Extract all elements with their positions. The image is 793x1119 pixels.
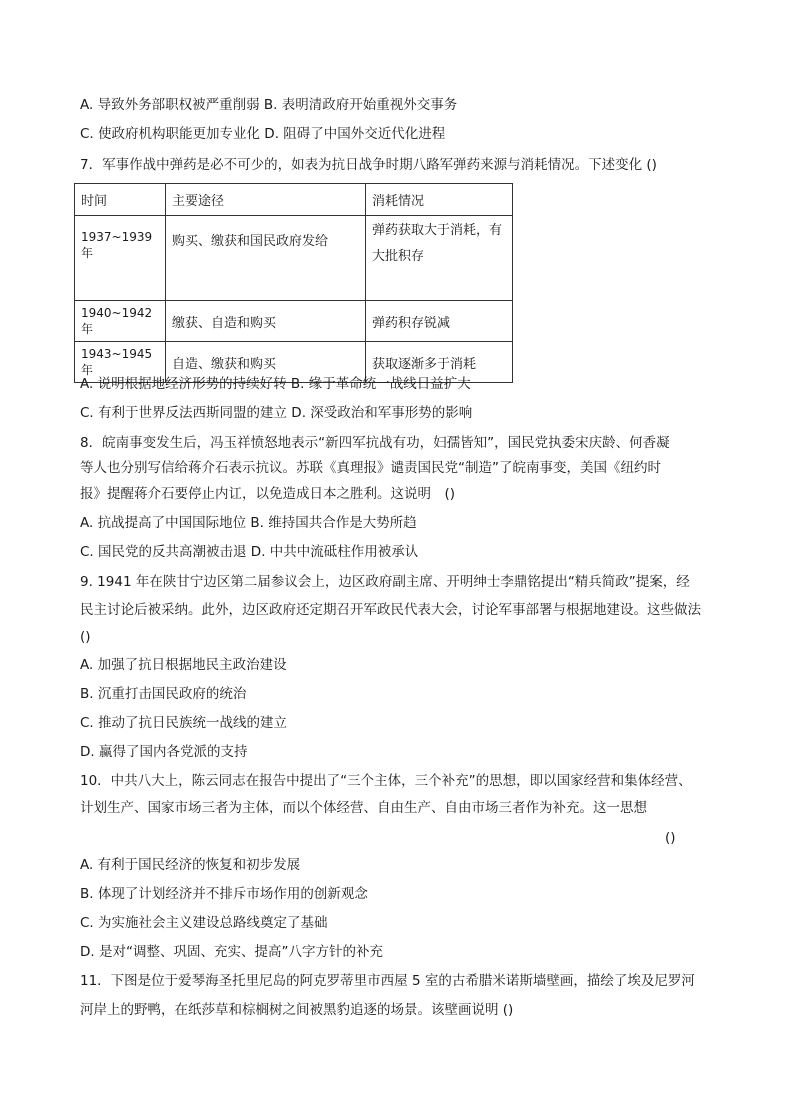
q10-option-c: C. 为实施社会主义建设总路线奠定了基础 (80, 915, 328, 931)
q7-options-ab: A. 说明根据地经济形势的持续好转 B. 缘于革命统一战线日益扩大 (80, 376, 471, 392)
table-cell: 1940~1942 年 (75, 301, 166, 342)
q10-stem-line1: 10．中共八大上，陈云同志在报告中提出了“三个主体，三个补充”的思想，即以国家经营和集体经营、 (80, 773, 692, 789)
table-cell: 弹药获取大于消耗，有大批积存 (366, 216, 513, 301)
q9-option-d: D. 赢得了国内各党派的支持 (80, 744, 248, 760)
q10-option-d: D. 是对“调整、巩固、充实、提高”八字方针的补充 (80, 944, 383, 960)
q9-stem-line1: 9. 1941 年在陕甘宁边区第二届参议会上，边区政府副主席、开明绅士李鼎铭提出“精兵简政”提案，经 (80, 574, 690, 590)
q6-options-cd: C. 使政府机构职能更加专业化 D. 阻碍了中国外交近代化进程 (80, 126, 446, 142)
q7-table (74, 183, 513, 383)
q8-options-cd: C. 国民党的反共高潮被击退 D. 中共中流砥柱作用被承认 (80, 544, 419, 560)
q10-stem-line2: 计划生产、国家市场三者为主体，而以个体经营、自由生产、自由市场三者作为补充。这一思想 (80, 800, 647, 816)
table-cell: 获取逐渐多于消耗 (366, 342, 513, 383)
q11-stem-line1: 11．下图是位于爱琴海圣托里尼岛的阿克罗蒂里市西屋 5 室的古希腊米诺斯墙壁画，描绘了埃及尼罗河 (80, 973, 695, 989)
q7-options-cd: C. 有利于世界反法西斯同盟的建立 D. 深受政治和军事形势的影响 (80, 405, 473, 421)
table-cell: 购买、缴获和国民政府发给 (166, 216, 366, 301)
q6-options-ab: A. 导致外务部职权被严重削弱 B. 表明清政府开始重视外交事务 (80, 97, 458, 113)
q9-stem-line2: 民主讨论后被采纳。此外，边区政府还定期召开军政民代表大会，讨论军事部署与根据地建设。这些做法 (80, 602, 701, 618)
table-header-cell: 消耗情况 (366, 184, 513, 216)
q7-stem: 7．军事作战中弹药是必不可少的，如表为抗日战争时期八路军弹药来源与消耗情况。下述变化 () (80, 157, 657, 173)
table-cell: 1943~1945 年 (75, 342, 166, 383)
table-row (75, 216, 513, 301)
q9-option-a: A. 加强了抗日根据地民主政治建设 (80, 657, 287, 673)
q10-option-b: B. 体现了计划经济并不排斥市场作用的创新观念 (80, 886, 368, 902)
table-header-row (75, 184, 513, 216)
table-cell: 缴获、自造和购买 (166, 301, 366, 342)
q9-stem-line3: () (80, 629, 91, 645)
q10-option-a: A. 有利于国民经济的恢复和初步发展 (80, 857, 301, 873)
table-row (75, 301, 513, 342)
table-cell: 弹药积存锐减 (366, 301, 513, 342)
table-cell: 1937~1939 年 (75, 216, 166, 301)
table-cell: 自造、缴获和购买 (166, 342, 366, 383)
q8-stem-line1: 8．皖南事变发生后，冯玉祥愤怒地表示“新四军抗战有功，妇孺皆知”，国民党执委宋庆龄、何香凝 (80, 435, 670, 451)
table-header-cell: 主要途径 (166, 184, 366, 216)
q8-options-ab: A. 抗战提高了中国国际地位 B. 维持国共合作是大势所趋 (80, 515, 417, 531)
table-header-cell: 时间 (75, 184, 166, 216)
q10-answer-paren: () (665, 830, 676, 846)
q8-stem-line3: 报》提醒蒋介石要停止内讧，以免造成日本之胜利。这说明 () (80, 486, 456, 502)
q9-option-c: C. 推动了抗日民族统一战线的建立 (80, 715, 288, 731)
q8-stem-line2: 等人也分别写信给蒋介石表示抗议。苏联《真理报》谴责国民党“制造”了皖南事变，美国《纽约时 (80, 460, 661, 476)
q9-option-b: B. 沉重打击国民政府的统治 (80, 686, 247, 702)
q11-stem-line2: 河岸上的野鸭，在纸莎草和棕榈树之间被黑豹追逐的场景。该壁画说明 () (80, 1002, 514, 1018)
